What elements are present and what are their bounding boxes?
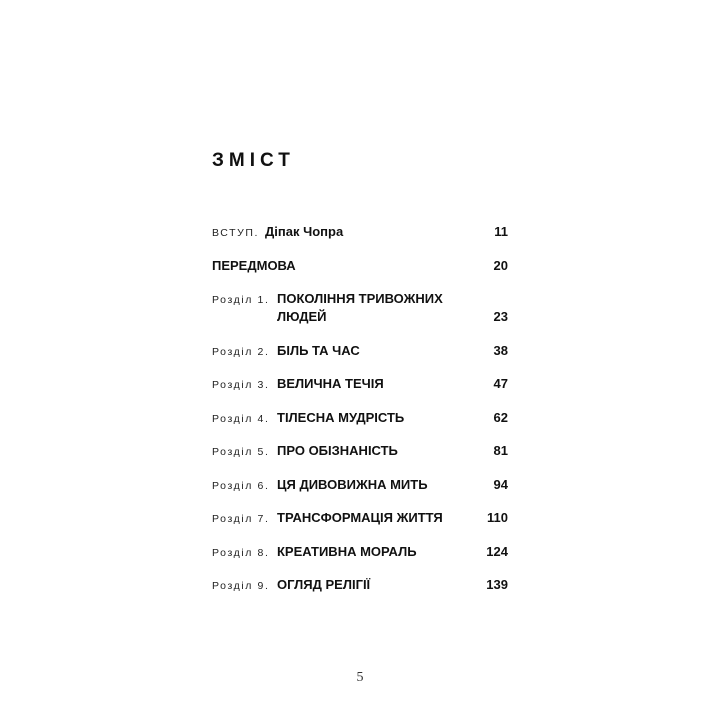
toc-entry-page-number: 94 — [493, 476, 508, 492]
toc-entry-prefix: Розділ 7. — [212, 513, 270, 525]
toc-entry-page-number: 47 — [493, 376, 508, 391]
toc-entry-prefix: Розділ 5. — [212, 446, 270, 458]
toc-entry-title: КРЕАТИВНА МОРАЛЬ — [277, 543, 417, 559]
toc-entry-page-number: 20 — [493, 257, 508, 273]
toc-entry-prefix: Розділ 8. — [212, 546, 270, 559]
toc-entry-foreword — [212, 257, 508, 275]
toc-entry-title: ТРАНСФОРМАЦІЯ ЖИТТЯ — [277, 510, 443, 525]
toc-entry-page-number: 110 — [487, 510, 508, 525]
toc-entry-chapter-5 — [212, 442, 508, 460]
toc-entry-prefix: Розділ 1. — [212, 294, 270, 306]
toc-entry-page-number: 11 — [494, 224, 508, 239]
toc-entry-title: Діпак Чопра — [265, 224, 344, 239]
toc-entry-title: ПЕРЕДМОВА — [212, 257, 296, 273]
toc-entry-page-number: 62 — [493, 409, 508, 425]
toc-entry-title: БІЛЬ ТА ЧАС — [277, 342, 360, 358]
toc-entry-chapter-1 — [212, 290, 508, 326]
toc-entry-chapter-7 — [212, 509, 508, 527]
toc-entry-chapter-8 — [212, 543, 508, 561]
toc-entry-page-number: 124 — [486, 543, 508, 559]
toc-entry-chapter-6 — [212, 476, 508, 494]
toc-entry-title: ТІЛЕСНА МУДРІСТЬ — [277, 409, 405, 425]
toc-entry-page-number: 81 — [493, 443, 508, 458]
table-of-contents — [212, 223, 508, 610]
toc-entry-page-number: 23 — [493, 309, 508, 324]
toc-entry-chapter-3 — [212, 375, 508, 393]
page-number: 5 — [356, 670, 364, 685]
toc-entry-title: ЦЯ ДИВОВИЖНА МИТЬ — [277, 476, 428, 492]
toc-entry-title: ПРО ОБІЗНАНІСТЬ — [277, 443, 398, 458]
toc-entry-title: ОГЛЯД РЕЛІГІЇ — [277, 577, 371, 592]
toc-entry-page-number: 38 — [493, 342, 508, 358]
toc-entry-title: ВЕЛИЧНА ТЕЧІЯ — [277, 376, 384, 391]
toc-entry-prefix: ВСТУП. — [212, 227, 260, 239]
toc-entry-prefix: Розділ 9. — [212, 580, 270, 592]
toc-entry-title: ПОКОЛІННЯ ТРИВОЖНИХ ЛЮДЕЙ — [277, 291, 443, 324]
toc-entry-prefix: Розділ 4. — [212, 412, 270, 425]
toc-entry-chapter-2 — [212, 342, 508, 360]
toc-entry-chapter-4 — [212, 409, 508, 427]
toc-entry-prefix: Розділ 6. — [212, 479, 270, 492]
toc-entry-introduction — [212, 223, 508, 241]
page-title: ЗМІСТ — [212, 150, 295, 171]
toc-entry-page-number: 139 — [486, 577, 508, 592]
toc-entry-prefix: Розділ 2. — [212, 345, 270, 358]
toc-entry-chapter-9 — [212, 576, 508, 594]
toc-entry-prefix: Розділ 3. — [212, 379, 270, 391]
